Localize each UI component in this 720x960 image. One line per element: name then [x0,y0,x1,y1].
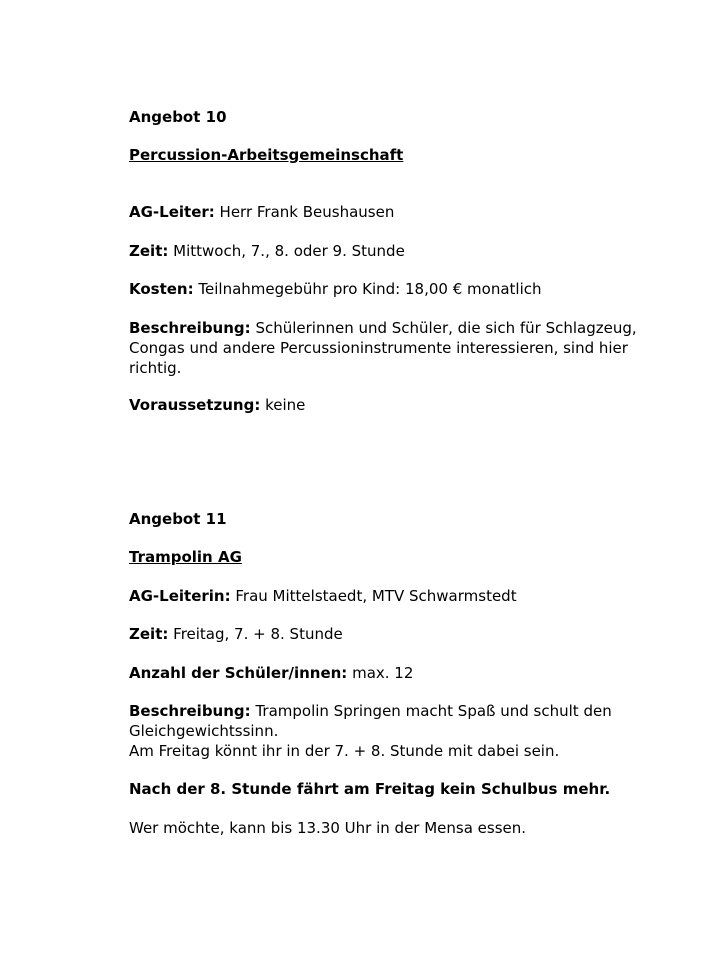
offer-10-title-block [129,145,649,165]
leader-value: Herr Frank Beushausen [219,203,395,221]
offer-10-description [129,318,649,378]
offer-11-count [129,663,649,683]
leader-label: AG-Leiter: [129,203,215,221]
offer-10-leader [129,202,649,222]
offer-11-bus-note [129,779,649,799]
offer-10-requirement [129,395,649,415]
bus-note: Nach der 8. Stunde fährt am Freitag kein Schulbus mehr. [129,780,611,798]
description-label: Beschreibung: [129,319,251,337]
mensa-note: Wer möchte, kann bis 13.30 Uhr in der Mensa essen. [129,819,527,837]
description-line-2: Congas und andere Percussioninstrumente interessieren, sind hier [129,339,628,357]
offer-heading: Angebot 10 [129,108,227,126]
description-line-3: Am Freitag könnt ihr in der 7. + 8. Stunde mit dabei sein. [129,742,560,760]
description-label: Beschreibung: [129,702,251,720]
offer-11-description [129,701,649,761]
requirement-value: keine [265,396,306,414]
count-value: max. 12 [352,664,414,682]
cost-label: Kosten: [129,280,194,298]
offer-11-title-block [129,547,649,567]
time-label: Zeit: [129,242,169,260]
offer-10-heading [129,107,649,127]
description-line-2: Gleichgewichtssinn. [129,722,279,740]
offer-11-heading [129,509,649,529]
offer-10-time [129,241,649,261]
time-value: Mittwoch, 7., 8. oder 9. Stunde [173,242,405,260]
count-label: Anzahl der Schüler/innen: [129,664,348,682]
requirement-label: Voraussetzung: [129,396,261,414]
description-line-1: Schülerinnen und Schüler, die sich für Schlagzeug, [255,319,637,337]
description-line-1: Trampolin Springen macht Spaß und schult den [255,702,612,720]
offer-11-leader [129,586,649,606]
description-line-3: richtig. [129,359,182,377]
leader-value: Frau Mittelstaedt, MTV Schwarmstedt [235,587,517,605]
offer-title: Percussion-Arbeitsgemeinschaft [129,146,404,164]
time-value: Freitag, 7. + 8. Stunde [173,625,343,643]
offer-title: Trampolin AG [129,548,242,566]
offer-heading: Angebot 11 [129,510,227,528]
offer-11-time [129,624,649,644]
cost-value: Teilnahmegebühr pro Kind: 18,00 € monatlich [198,280,542,298]
leader-label: AG-Leiterin: [129,587,231,605]
time-label: Zeit: [129,625,169,643]
offer-10-cost [129,279,649,299]
offer-11-mensa-note [129,818,649,838]
